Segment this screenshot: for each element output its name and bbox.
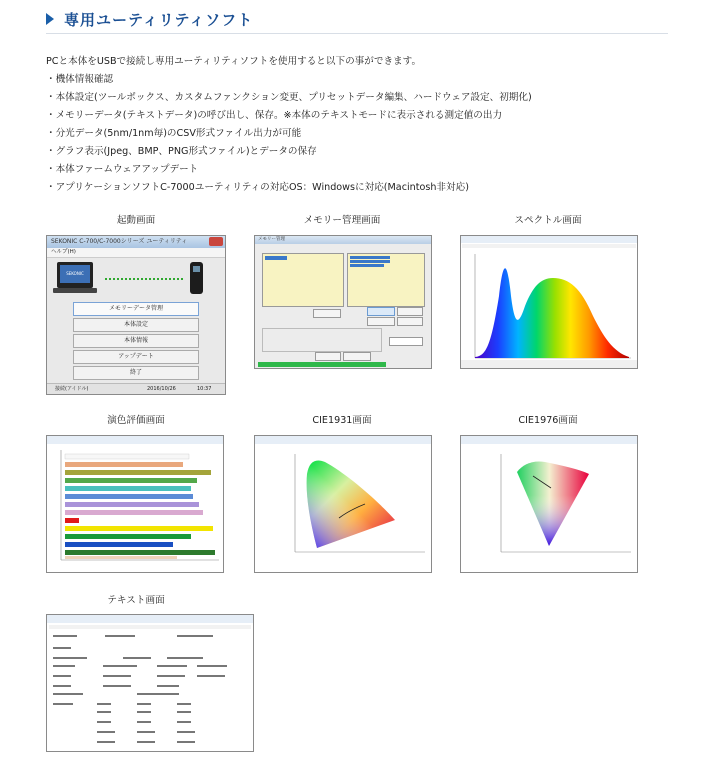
meter-icon (190, 262, 203, 294)
memory-caption: メモリー管理画面 (303, 215, 381, 226)
laptop-base (53, 288, 97, 293)
heading-divider (46, 33, 668, 34)
startup-close-icon (209, 237, 223, 246)
intro-bullet: ・メモリーデータ(テキストデータ)の呼び出し、保存。※本体のテキストモードに表示される測定値の出力 (46, 110, 503, 121)
memory-progress-bar (258, 362, 386, 367)
update-button[interactable]: アップデート (73, 350, 199, 364)
memory-dropdown[interactable] (389, 337, 423, 346)
memory-button[interactable] (315, 352, 341, 361)
triangle-bullet-icon (46, 13, 54, 25)
memory-list-right (347, 253, 425, 307)
cri-caption: 演色評価画面 (107, 415, 165, 426)
status-date: 2016/10/26 (147, 386, 176, 392)
text-screenshot (46, 614, 254, 752)
spectral-caption: スペクトル画面 (514, 215, 582, 226)
intro-bullet: ・機体情報確認 (46, 74, 114, 85)
startup-statusbar (47, 383, 225, 394)
laptop-screen: SEKONIC (60, 265, 90, 283)
device-settings-button[interactable]: 本体設定 (73, 318, 199, 332)
intro-text (46, 53, 686, 197)
cie1976-caption: CIE1976画面 (518, 415, 578, 426)
memory-button[interactable] (367, 317, 395, 326)
startup-caption: 起動画面 (116, 215, 156, 226)
memory-button[interactable] (343, 352, 371, 361)
intro-bullet: ・グラフ表示(Jpeg、BMP、PNG形式ファイル)とデータの保存 (46, 146, 317, 157)
device-info-button[interactable]: 本体情報 (73, 334, 199, 348)
section-title: 専用ユーティリティソフト (64, 10, 254, 29)
intro-lead: PCと本体をUSBで接続し専用ユーティリティソフトを使用すると以下の事ができます。 (46, 56, 422, 67)
memory-button[interactable] (367, 307, 395, 316)
startup-window-title: SEKONIC C-700/C-7000シリーズ ユーティリティ (51, 238, 188, 245)
laptop-icon (57, 262, 93, 288)
cri-svg (47, 436, 223, 572)
text-svg (47, 615, 253, 751)
spectral-curve (475, 268, 629, 358)
spectral-screenshot (460, 235, 638, 369)
intro-bullet: ・本体ファームウェアアップデート (46, 164, 199, 175)
intro-bullet: ・本体設定(ツールボックス、カスタムファンクション変更、プリセットデータ編集、ハードウェア設定、初期化) (46, 92, 532, 103)
memory-options-group (262, 328, 382, 352)
cri-screenshot (46, 435, 224, 573)
status-connection: 接続(アイドル) (55, 386, 89, 392)
startup-screenshot (46, 235, 226, 395)
memory-button[interactable] (313, 309, 341, 318)
startup-menu-help: ヘルプ(H) (51, 249, 76, 255)
cie1931-screenshot (254, 435, 432, 573)
cie1931-svg (255, 436, 431, 572)
section-heading (46, 8, 253, 30)
memory-button[interactable] (397, 307, 423, 316)
memory-list-left (262, 253, 344, 307)
memory-titlebar (255, 236, 431, 244)
memory-data-button[interactable]: メモリーデータ管理 (73, 302, 199, 316)
exit-button[interactable]: 終了 (73, 366, 199, 380)
memory-screenshot (254, 235, 432, 369)
text-caption: テキスト画面 (107, 595, 165, 606)
intro-bullet: ・アプリケーションソフトC-7000ユーティリティの対応OS：Windowsに対応(Macintosh非対応) (46, 182, 469, 193)
intro-bullet: ・分光データ(5nm/1nm毎)のCSV形式ファイル出力が可能 (46, 128, 302, 139)
startup-titlebar (47, 236, 225, 248)
startup-button-list (73, 302, 199, 380)
status-time: 10:37 (197, 386, 212, 392)
cie1976-svg (461, 436, 637, 572)
memory-window-title: メモリー管理 (258, 237, 285, 242)
cie1931-caption: CIE1931画面 (312, 415, 372, 426)
usb-link-line (105, 278, 183, 280)
spectral-svg (461, 236, 637, 368)
cie1976-screenshot (460, 435, 638, 573)
memory-button[interactable] (397, 317, 423, 326)
startup-menubar (47, 248, 225, 258)
